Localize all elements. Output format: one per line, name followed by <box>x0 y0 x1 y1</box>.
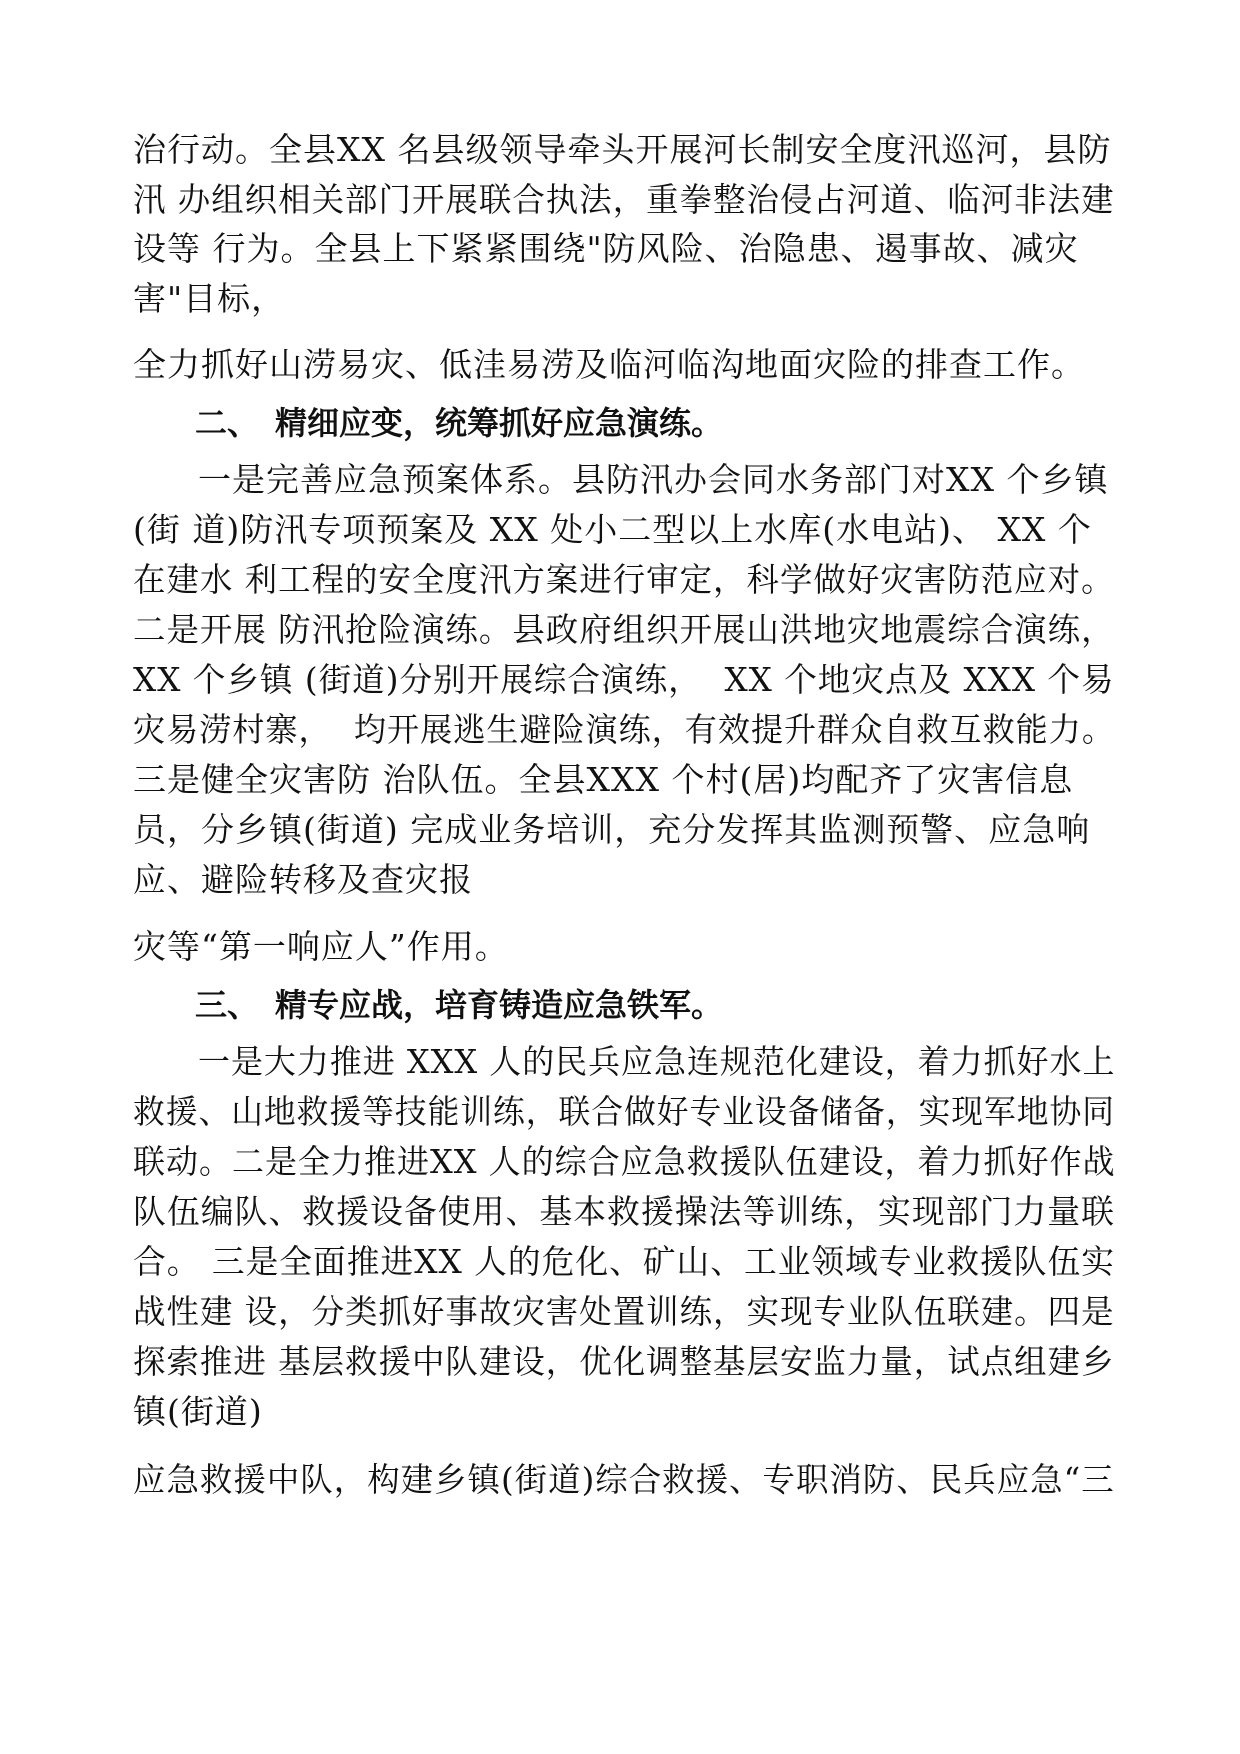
paragraph-line: 镇(街道) <box>133 1392 263 1431</box>
paragraph-line: 救援、山地救援等技能训练，联合做好专业设备储备，实现军地协同 <box>133 1092 1115 1131</box>
paragraph-line: 灾易涝村寨， 均开展逃生避险演练，有效提升群众自救互救能力。 <box>133 710 1115 749</box>
paragraph-line: 害"目标， <box>133 279 286 318</box>
section-heading-title: 精细应变，统筹抓好应急演练。 <box>275 404 724 442</box>
paragraph-line: 汛 办组织相关部门开展联合执法，重拳整治侵占河道、临河非法建 <box>133 180 1115 219</box>
section-heading-number: 三、 <box>195 986 260 1024</box>
paragraph-line: 灾等“第一响应人”作用。 <box>133 927 509 966</box>
paragraph-line: 应、避险转移及查灾报 <box>133 860 473 899</box>
paragraph-line: 治行动。全县XX 名县级领导牵头开展河长制安全度汛巡河，县防 <box>133 130 1112 169</box>
section-heading-title: 精专应战，培育铸造应急铁军。 <box>275 986 724 1024</box>
paragraph-line: 战性建 设，分类抓好事故灾害处置训练，实现专业队伍联建。四是 <box>133 1292 1115 1331</box>
paragraph-line: 队伍编队、救援设备使用、基本救援操法等训练，实现部门力量联 <box>133 1192 1115 1231</box>
paragraph-line: XX 个乡镇 (街道)分别开展综合演练， XX 个地灾点及 XXX 个易 <box>133 660 1115 699</box>
paragraph-line: 员，分乡镇(街道) 完成业务培训，充分发挥其监测预警、应急响 <box>133 810 1091 849</box>
paragraph-line: 全力抓好山涝易灾、低洼易涝及临河临沟地面灾险的排查工作。 <box>133 345 1085 384</box>
paragraph-line: 设等 行为。全县上下紧紧围绕"防风险、治隐患、遏事故、减灾 <box>133 229 1079 268</box>
paragraph-line: 应急救援中队，构建乡镇(街道)综合救援、专职消防、民兵应急“三 <box>133 1460 1115 1499</box>
paragraph-line: 一是完善应急预案体系。县防汛办会同水务部门对XX 个乡镇 <box>198 460 1109 499</box>
paragraph-line: 合。 三是全面推进XX 人的危化、矿山、工业领域专业救援队伍实 <box>133 1242 1115 1281</box>
paragraph-line: (街 道)防汛专项预案及 XX 处小二型以上水库(水电站)、 XX 个 <box>133 510 1092 549</box>
paragraph-line: 一是大力推进 XXX 人的民兵应急连规范化建设，着力抓好水上 <box>198 1042 1116 1081</box>
paragraph-line: 探索推进 基层救援中队建设，优化调整基层安监力量，试点组建乡 <box>133 1342 1115 1381</box>
paragraph-line: 三是健全灾害防 治队伍。全县XXX 个村(居)均配齐了灾害信息 <box>133 760 1074 799</box>
paragraph-line: 联动。二是全力推进XX 人的综合应急救援队伍建设，着力抓好作战 <box>133 1142 1116 1181</box>
paragraph-line: 二是开展 防汛抢险演练。县政府组织开展山洪地灾地震综合演练， <box>133 610 1115 649</box>
paragraph-line: 在建水 利工程的安全度汛方案进行审定，科学做好灾害防范应对。 <box>133 560 1115 599</box>
section-heading-number: 二、 <box>195 404 260 442</box>
